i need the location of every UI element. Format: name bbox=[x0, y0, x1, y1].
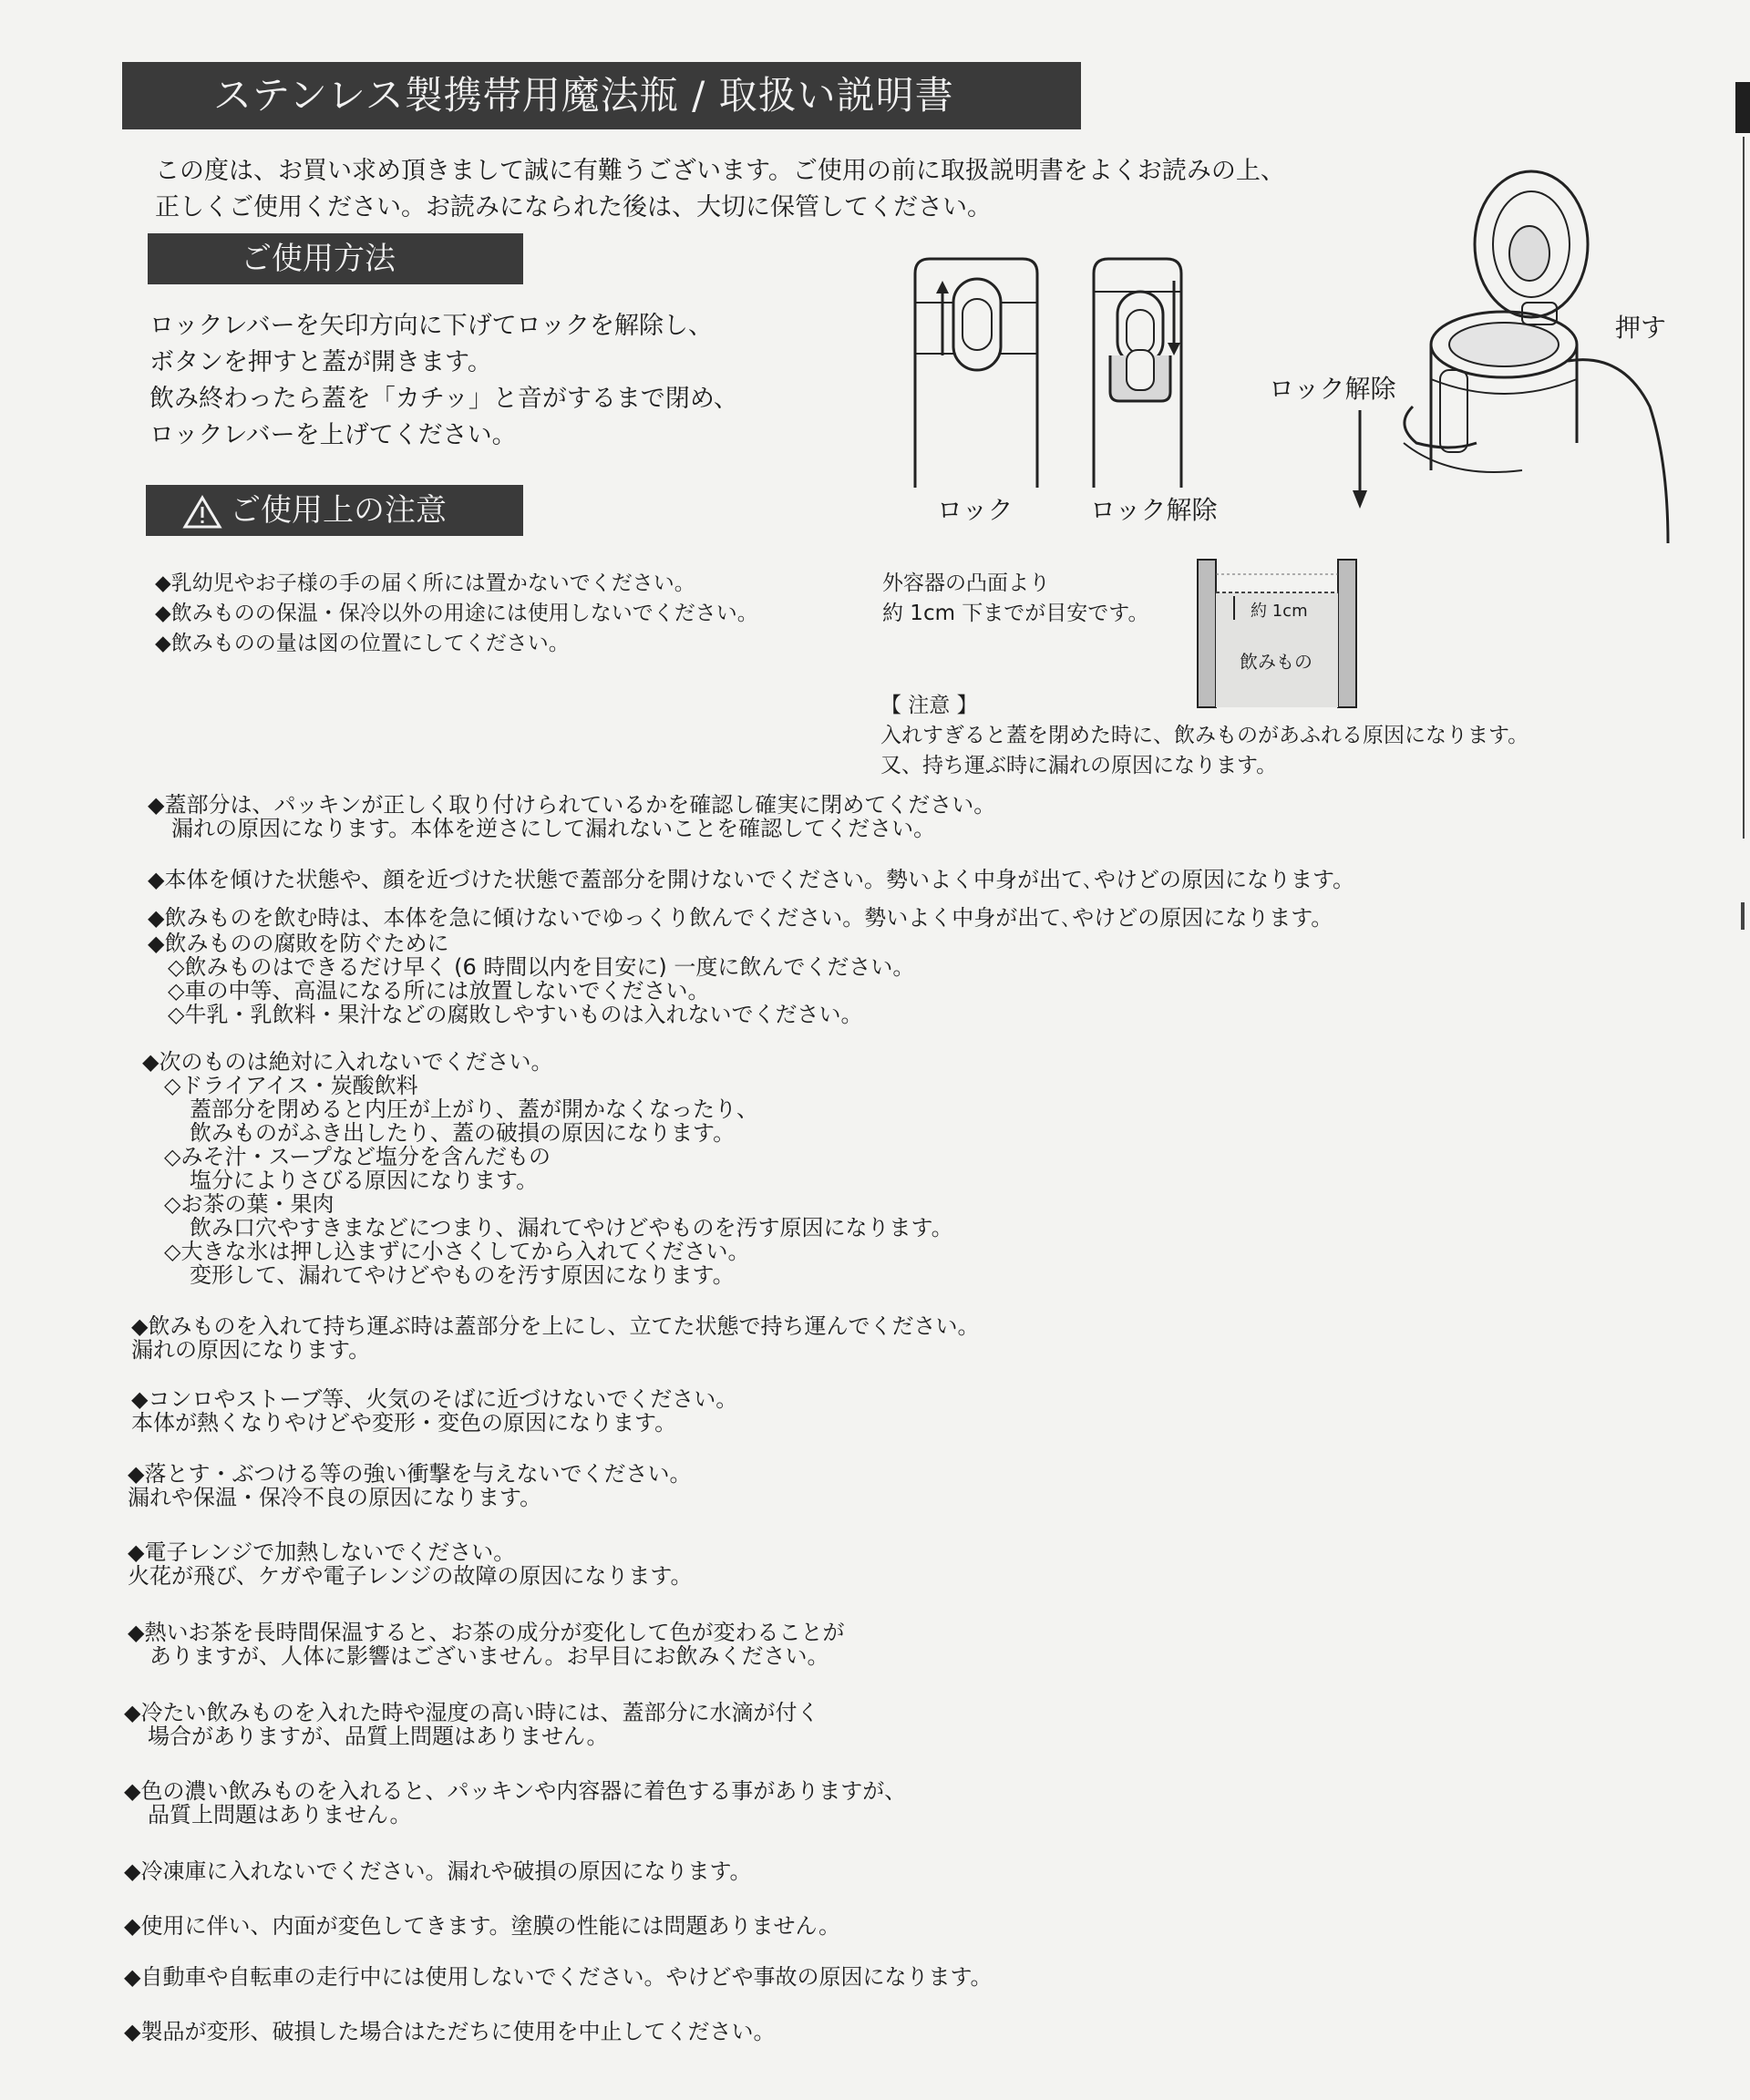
unlock-arrow-label: ロック解除 bbox=[1269, 374, 1396, 404]
notes-block-7 bbox=[131, 1387, 737, 1435]
note-line: ◆熱いお茶を長時間保温すると、お茶の成分が変化して色が変わることが bbox=[128, 1620, 845, 1645]
unlock-label: ロック解除 bbox=[1090, 495, 1218, 525]
notes-block-6 bbox=[131, 1314, 979, 1362]
fill-level-drawing bbox=[1194, 556, 1360, 711]
document-title: ステンレス製携帯用魔法瓶 / 取扱い説明書 bbox=[122, 62, 1081, 129]
note-line: 場合がありますが、品質上問題はありません。 bbox=[148, 1724, 609, 1749]
notes-block-12 bbox=[124, 1779, 906, 1827]
note-line: ◆本体を傾けた状態や、顔を近づけた状態で蓋部分を開けないでください。勢いよく中身が出て､やけどの原因になります。 bbox=[148, 867, 1355, 892]
usage-line: ボタンを押すと蓋が開きます。 bbox=[149, 348, 492, 376]
page-edge-tick bbox=[1741, 902, 1745, 930]
locked-bottle-drawing bbox=[915, 259, 1037, 488]
note-line: ◆飲みものを入れて持ち運ぶ時は蓋部分を上にし、立てた状態で持ち運んでください。 bbox=[131, 1313, 980, 1339]
note-line: ◆蓋部分は、パッキンが正しく取り付けられているかを確認し確実に閉めてください。 bbox=[148, 792, 996, 818]
note-line: 蓋部分を閉めると内圧が上がり、蓋が開かなくなったり、 bbox=[190, 1096, 758, 1122]
note-line: ◇大きな氷は押し込まずに小さくしてから入れてください。 bbox=[164, 1239, 750, 1264]
unlocked-bottle-drawing bbox=[1094, 259, 1181, 488]
note-line: 塩分によりさびる原因になります。 bbox=[190, 1168, 539, 1193]
note-line: 品質上問題はありません。 bbox=[148, 1802, 412, 1827]
caution-item: ◆飲みものの量は図の位置にしてください。 bbox=[155, 632, 570, 655]
notes-block-3 bbox=[148, 906, 1333, 930]
intro-text bbox=[155, 153, 1285, 226]
note-line: ◇飲みものはできるだけ早く (6 時間以内を目安に) 一度に飲んでください。 bbox=[168, 954, 915, 980]
usage-line: ロックレバーを上げてください。 bbox=[149, 421, 517, 449]
notes-block-9 bbox=[128, 1540, 692, 1588]
note-line: ◆冷たい飲みものを入れた時や湿度の高い時には、蓋部分に水滴が付く bbox=[124, 1700, 819, 1725]
fill-guide-text bbox=[882, 569, 1148, 629]
caution-item: ◆乳幼児やお子様の手の届く所には置かないでください。 bbox=[155, 571, 695, 595]
intro-line: 正しくご使用ください。お読みになられた後は、大切に保管してください。 bbox=[155, 193, 992, 221]
note-line: ◆電子レンジで加熱しないでください。 bbox=[128, 1539, 516, 1565]
fill-guide-line: 約 1cm 下までが目安です。 bbox=[882, 602, 1149, 625]
note-line: 火花が飛び、ケガや電子レンジの故障の原因になります。 bbox=[128, 1563, 693, 1589]
notes-block-14 bbox=[124, 1914, 840, 1938]
note-line: 飲み口穴やすきまなどにつまり、漏れてやけどやものを汚す原因になります。 bbox=[190, 1215, 953, 1240]
fill-guide-line: 外容器の凸面より bbox=[882, 571, 1050, 595]
usage-line: ロックレバーを矢印方向に下げてロックを解除し、 bbox=[149, 312, 714, 340]
note-line: ◆次のものは絶対に入れないでください。 bbox=[142, 1049, 553, 1075]
note-line: ◇お茶の葉・果肉 bbox=[164, 1191, 335, 1217]
notes-block-11 bbox=[124, 1701, 818, 1748]
notes-block-8 bbox=[128, 1462, 691, 1509]
notes-block-13 bbox=[124, 1859, 752, 1883]
usage-heading-text: ご使用方法 bbox=[241, 241, 396, 277]
note-heading: 【 注意 】 bbox=[880, 694, 978, 717]
note-line: 漏れの原因になります。本体を逆さにして漏れないことを確認してください。 bbox=[171, 816, 936, 841]
notes-block-2 bbox=[148, 868, 1354, 891]
notes-block-16 bbox=[124, 2020, 775, 2043]
usage-line: 飲み終わったら蓋を「カチッ」と音がするまで閉め、 bbox=[149, 385, 738, 413]
intro-line: この度は、お買い求め頂きまして誠に有難うございます。ご使用の前に取扱説明書をよくお読みの上、 bbox=[155, 157, 1285, 185]
drink-label: 飲みもの bbox=[1240, 651, 1312, 673]
note-line: ◇ドライアイス・炭酸飲料 bbox=[164, 1073, 418, 1098]
notes-block-10 bbox=[128, 1621, 844, 1668]
note-line: ◆飲みものを飲む時は、本体を急に傾けないでゆっくり飲んでください。勢いよく中身が出て､やけどの原因になります。 bbox=[148, 905, 1333, 931]
note-line: ありますが、人体に影響はございません。お早目にお飲みください。 bbox=[149, 1643, 829, 1669]
notes-block-1 bbox=[148, 793, 995, 840]
note-line: ◆使用に伴い、内面が変色してきます。塗膜の性能には問題ありません。 bbox=[124, 1913, 840, 1939]
note-line: 又、持ち運ぶ時に漏れの原因になります。 bbox=[880, 754, 1278, 777]
note-line: 入れすぎると蓋を閉めた時に、飲みものがあふれる原因になります。 bbox=[880, 724, 1529, 747]
note-line: 飲みものがふき出したり、蓋の破損の原因になります。 bbox=[190, 1120, 736, 1146]
push-label: 押す bbox=[1615, 313, 1667, 343]
lock-label: ロック bbox=[937, 495, 1014, 525]
caution-heading bbox=[146, 485, 523, 536]
approx-1cm-label: 約 1cm bbox=[1251, 602, 1308, 621]
lock-diagram bbox=[902, 255, 1249, 492]
note-line: 漏れの原因になります。 bbox=[131, 1337, 371, 1363]
note-line: ◆飲みものの腐敗を防ぐために bbox=[148, 931, 449, 956]
caution-item: ◆飲みものの保温・保冷以外の用途には使用しないでください。 bbox=[155, 602, 758, 625]
note-line: ◇みそ汁・スープなど塩分を含んだもの bbox=[164, 1144, 551, 1169]
note-line: 本体が熱くなりやけどや変形・変色の原因になります。 bbox=[131, 1410, 677, 1436]
page-edge-line bbox=[1743, 137, 1745, 839]
note-line: ◆自動車や自転車の走行中には使用しないでください。やけどや事故の原因になります。 bbox=[124, 1964, 993, 1990]
usage-instructions bbox=[149, 308, 738, 454]
note-line: ◇牛乳・乳飲料・果汁などの腐敗しやすいものは入れないでください。 bbox=[168, 1002, 863, 1027]
notes-block-15 bbox=[124, 1965, 993, 1989]
note-line: 変形して、漏れてやけどやものを汚す原因になります。 bbox=[190, 1262, 735, 1288]
note-line: ◆落とす・ぶつける等の強い衝撃を与えないでください。 bbox=[128, 1461, 692, 1487]
note-line: ◆製品が変形、破損した場合はただちに使用を中止してください。 bbox=[124, 2019, 776, 2044]
note-line: ◆色の濃い飲みものを入れると、パッキンや内容器に着色する事がありますが、 bbox=[124, 1778, 907, 1804]
down-arrow-icon bbox=[1349, 410, 1371, 510]
warning-triangle-icon bbox=[182, 495, 222, 530]
note-line: ◆冷凍庫に入れないでください。漏れや破損の原因になります。 bbox=[124, 1858, 752, 1884]
caution-list bbox=[155, 569, 758, 659]
fill-note bbox=[880, 691, 1529, 781]
notes-block-4 bbox=[148, 932, 914, 1026]
notes-block-5 bbox=[142, 1050, 953, 1287]
page-edge-mark bbox=[1735, 82, 1750, 133]
usage-heading bbox=[148, 233, 523, 284]
note-line: ◆コンロやストーブ等、火気のそばに近づけないでください。 bbox=[131, 1386, 738, 1412]
note-line: ◇車の中等、高温になる所には放置しないでください。 bbox=[168, 978, 710, 1004]
note-line: 漏れや保温・保冷不良の原因になります。 bbox=[128, 1485, 542, 1510]
caution-heading-text: ご使用上の注意 bbox=[230, 492, 447, 529]
open-lid-hand-drawing bbox=[1395, 170, 1677, 552]
